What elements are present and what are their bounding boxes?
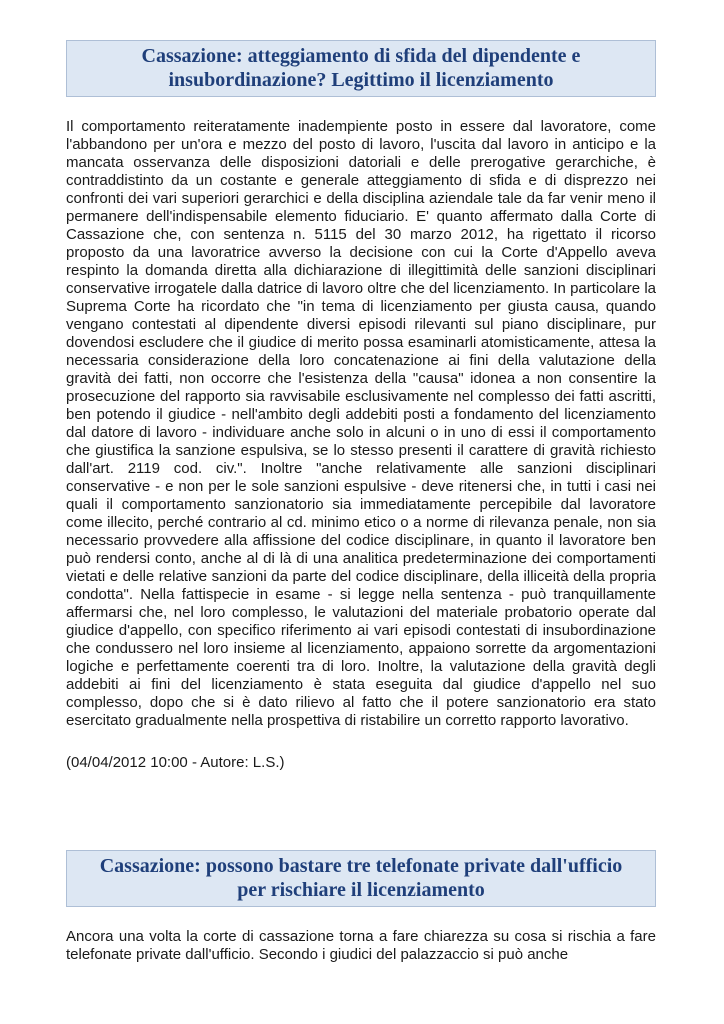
article-title: Cassazione: possono bastare tre telefonate private dall'ufficio per rischiare il licenziamento xyxy=(66,850,656,907)
article xyxy=(66,850,656,964)
article-title: Cassazione: atteggiamento di sfida del dipendente e insubordinazione? Legittimo il licenziamento xyxy=(66,40,656,97)
article-body: Ancora una volta la corte di cassazione torna a fare chiarezza su cosa si rischia a fare telefonate private dall'ufficio. Secondo i giudici del palazzaccio si può anche xyxy=(66,928,656,963)
article-body: Il comportamento reiteratamente inadempiente posto in essere dal lavoratore, come l'abbandono per un'ora e mezzo del posto di lavoro, l'uscita dal lavoro in anticipo e la mancata osservanza delle disposizioni datoriali e delle prerogative gerarchiche, è contraddistinto da un costante e generale atteggiamento di sfida e di disprezzo nei confronti dei vari superiori gerarchici e della disciplina aziendale tale da far venir meno il permanere dell'indispensabile elemento fiduciario. E' quanto affermato dalla Corte di Cassazione che, con sentenza n. 5115 del 30 marzo 2012, ha rigettato il ricorso proposto da una lavoratrice avverso la decisione con cui la Corte d'Appello aveva respinto la domanda diretta alla dichiarazione di illegittimità delle sanzioni disciplinari conservative irrogatele dalla datrice di lavoro oltre che del licenziamento. In particolare la Suprema Corte ha ricordato che "in tema di licenziamento per giusta causa, quando vengano contestati al dipendente diversi episodi rilevanti sul piano disciplinare, pur dovendosi escludere che il giudice di merito possa esaminarli atomisticamente, attesa la necessaria considerazione della loro concatenazione ai fini della valutazione della gravità dei fatti, non occorre che l'esistenza della "causa" idonea a non consentire la prosecuzione del rapporto sia ravvisabile esclusivamente nel complesso dei fatti ascritti, ben potendo il giudice - nell'ambito degli addebiti posti a fondamento del licenziamento dal datore di lavoro - individuare anche solo in alcuni o in uno di essi il comportamento che giustifica la sanzione espulsiva, se lo stesso presenti il carattere di gravità richiesto dall'art. 2119 cod. civ.". Inoltre "anche relativamente alle sanzioni disciplinari conservative - e non per le sole sanzioni espulsive - deve ritenersi che, in tutti i casi nei quali il comportamento sanzionatorio sia immediatamente percepibile dal lavoratore come illecito, perché contrario al cd. minimo etico o a norme di rilevanza penale, non sia necessario provvedere alla affissione del codice disciplinare, in quanto il lavoratore ben può rendersi conto, anche al di là di una analitica predeterminazione dei comportamenti vietati e delle relative sanzioni da parte del codice disciplinare, della illiceità della propria condotta". Nella fattispecie in esame - si legge nella sentenza - può tranquillamente affermarsi che, nel loro complesso, le valutazioni del materiale probatorio operate dal giudice d'appello, con specifico riferimento ai vari episodi contestati di insubordinazione che condussero nel loro insieme al licenziamento, appaiono sorrette da argomentazioni logiche e perfettamente coerenti tra di loro. Inoltre, la valutazione della gravità degli addebiti ai fini del licenziamento è stata eseguita dal giudice d'appello nel suo complesso, dopo che si è dato rilievo al fatto che il potere sanzionatorio era stato esercitato gradualmente nella prospettiva di ristabilire un corretto rapporto lavorativo. xyxy=(66,118,656,729)
article xyxy=(66,40,656,772)
article-meta: (04/04/2012 10:00 - Autore: L.S.) xyxy=(66,754,285,771)
